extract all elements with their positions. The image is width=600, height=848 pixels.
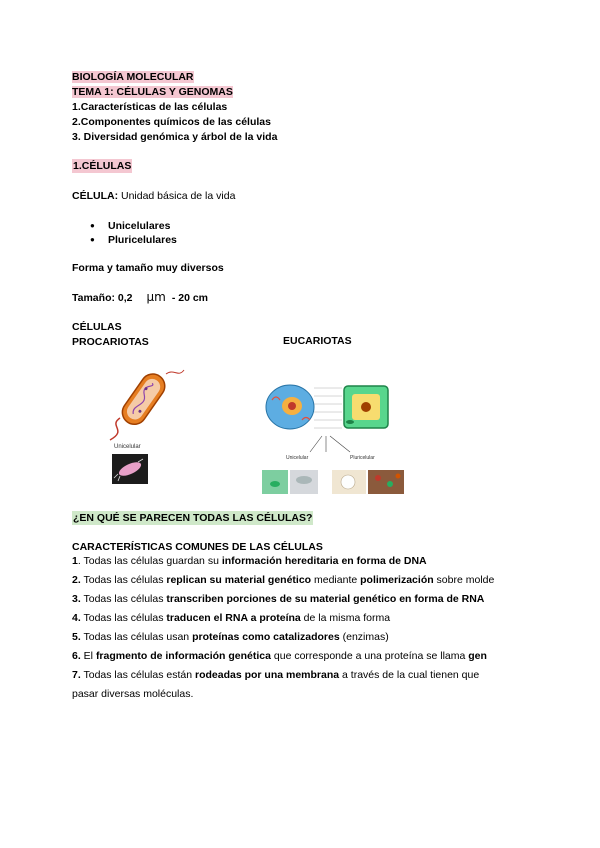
eukaryote-caption-right: Pluricelular [350, 455, 375, 461]
index-item-3: 3. Diversidad genómica y árbol de la vida [72, 131, 278, 143]
feature-line [72, 666, 494, 685]
feature-line [72, 628, 494, 647]
eukaryote-caption-left: Unicelular [286, 455, 309, 461]
section-heading-text: 1.CÉLULAS [73, 160, 132, 172]
size-label: Tamaño: 0,2 [72, 292, 133, 304]
feature-text: replican su material genético [166, 574, 312, 586]
feature-text: polimerización [360, 574, 434, 586]
feature-text: Todas las células usan [80, 631, 193, 643]
feature-text: (enzimas) [339, 631, 389, 643]
question-heading [72, 512, 313, 524]
feature-text: 1 [72, 555, 78, 567]
feature-text: Todas las células están [80, 669, 195, 681]
feature-text: proteínas como catalizadores [192, 631, 340, 643]
feature-line [72, 571, 494, 590]
feature-text: a través de la cual tienen que [339, 669, 480, 681]
feature-text: Todas las células [80, 574, 167, 586]
question-text: ¿EN QUÉ SE PARECEN TODAS LAS CÉLULAS? [73, 512, 313, 524]
size-range: - 20 cm [171, 292, 209, 304]
prokaryote-caption: Unicelular [114, 444, 141, 450]
organism-photos-icon [262, 470, 404, 494]
eukaryote-illustration [262, 372, 412, 497]
list-item: ● Pluricelulares [72, 233, 177, 247]
feature-text: traducen el RNA a proteína [166, 612, 301, 624]
features-title: CARACTERÍSTICAS COMUNES DE LAS CÉLULAS [72, 541, 323, 553]
feature-text: 4. [72, 612, 81, 624]
definition-term: CÉLULA: [72, 190, 119, 202]
prokaryote-label: PROCARIOTAS [72, 336, 149, 348]
prokaryote-illustration [98, 360, 188, 490]
cells-label: CÉLULAS [72, 321, 122, 333]
feature-line [72, 609, 494, 628]
feature-text: que corresponde a una proteína se llama [270, 650, 469, 662]
definition-text: Unidad básica de la vida [118, 190, 236, 202]
feature-text: 3. [72, 593, 81, 605]
subject-title: BIOLOGÍA MOLECULAR [72, 71, 194, 83]
bacteria-photo-icon [112, 454, 148, 484]
feature-text: 2. [72, 574, 81, 586]
feature-text: 5. [72, 631, 81, 643]
feature-text: de la misma forma [300, 612, 391, 624]
size-unit: μm [146, 290, 166, 304]
topic-title: TEMA 1: CÉLULAS Y GENOMAS [72, 86, 233, 98]
feature-text: sobre molde [433, 574, 495, 586]
eukaryote-label: EUCARIOTAS [283, 335, 352, 347]
feature-line [72, 647, 494, 666]
feature-line [72, 590, 494, 609]
feature-text: información hereditaria en forma de DNA [221, 555, 427, 567]
feature-text: rodeadas por una membrana [194, 669, 340, 681]
animal-cell-icon [266, 385, 314, 429]
cell-types-list [72, 219, 177, 247]
feature-text: El [80, 650, 96, 662]
index-item-2: 2.Componentes químicos de las células [72, 116, 271, 128]
feature-text: mediante [311, 574, 361, 586]
feature-line [72, 685, 494, 704]
size-line [72, 290, 208, 304]
cells-classification [72, 320, 149, 350]
feature-text: Todas las células [80, 612, 167, 624]
index-item-1: 1.Características de las células [72, 101, 228, 113]
bacterium-icon [110, 369, 184, 440]
feature-text: transcriben porciones de su material genético en forma de RNA [166, 593, 485, 605]
form-size-text: Forma y tamaño muy diversos [72, 262, 224, 274]
feature-text: 7. [72, 669, 81, 681]
feature-text: . Todas las células guardan su [77, 555, 222, 567]
feature-text: fragmento de información genética [95, 650, 271, 662]
features-list [72, 552, 494, 704]
feature-text: 6. [72, 650, 81, 662]
feature-text: Todas las células [80, 593, 167, 605]
plant-cell-icon [344, 386, 388, 428]
header-block [72, 70, 277, 145]
feature-text: gen [468, 650, 487, 662]
section-heading [72, 160, 132, 172]
list-item: ● Unicelulares [72, 219, 177, 233]
feature-text: pasar diversas moléculas. [72, 688, 194, 700]
feature-line [72, 552, 494, 571]
cell-definition [72, 190, 235, 202]
